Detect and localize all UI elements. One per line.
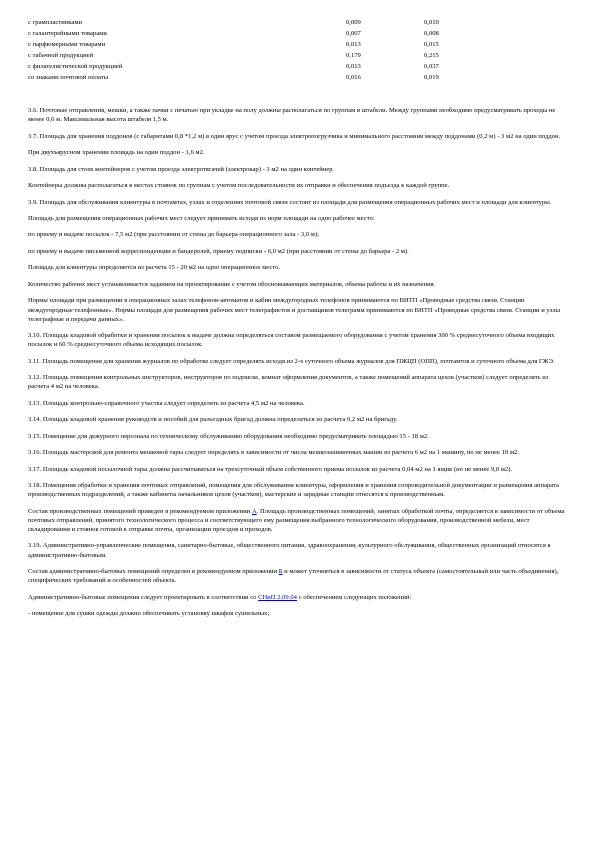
paragraph-3-19: 3.19. Административно-управленческие помещения, санитарно-бытовые, общественного питания, здравоохранения, культурного обслуживания, общественных организаций относятся к административно-бытовым. — [28, 542, 551, 559]
row-value-2: 0,015 — [424, 41, 439, 48]
paragraph-3-8: 3.8. Площадь для стоек контейнеров с учетом проезда электротягачей (электрокар) - 3 м2 на один контейнер. — [28, 165, 335, 173]
snip-link[interactable]: СНиП 2.09.04 — [258, 593, 297, 601]
paragraph-3-17: 3.17. Площадь кладовой посылочной тары должна рассчитываться на трехсуточный объем собственного приема посылок из расчета 0,04 м2 на 1 ящик (но не менее 9,0 м2). — [28, 465, 513, 473]
row-value-1: 0,179 — [346, 52, 361, 59]
appendix-a-link[interactable]: А — [251, 507, 257, 515]
paragraph-3-10: 3.10. Площадь кладовой обработки и хранения посылок к выдаче должна определяться составом размещаемого оборудования с учетом хранения 300 % среднесуточного объема входящих посылок и 60 % среднесуточного объема исходящих посылок. — [28, 332, 555, 349]
paragraph-3-16: 3.16. Площадь мастерской для ремонта мешковой тары следует определять в зависимости от числа мешкозашивочных машин из расчета 6 м2 на 1 машину, но не менее 10 м2. — [28, 449, 519, 457]
table-row — [28, 28, 568, 39]
paragraph: Контейнеры должны располагаться в местах стоянок по группам с учетом последовательности их отправки и обеспечения подъезда к каждой группе. — [28, 182, 450, 190]
paragraph-3-7: 3.7. Площадь для хранения поддонов (с габаритами 0,8 *1,2 м) в один ярус с учетом проезда электропогрузчика и минимального расстояния между поддонами (0,2 м) - 3 м2 на один поддон. — [28, 132, 561, 140]
row-value-2: 0,008 — [424, 30, 439, 37]
row-value-1: 0,013 — [346, 63, 361, 70]
row-value-2: 0,037 — [424, 63, 439, 70]
row-label: с галантерейными товарами — [28, 30, 107, 37]
paragraph-text: Состав производственных помещений приведен в рекомендуемом приложении — [28, 507, 252, 515]
paragraph-3-11: 3.11. Площадь помещения для хранения журналов по обработке следует определять исходя из 2-х суточного объема журналов для ПЖЦП (ОПП), почтамтов и суточного объема для ГЖЭ. — [28, 357, 555, 365]
paragraph-3-14: 3.14. Площадь кладовой хранения руководств и пособий для разъездных бригад должна определяться из расчета 0,2 м2 на бригаду. — [28, 416, 398, 424]
paragraph-3-6: 3.6. Почтовые отправления, мешки, а также пачки с печатью при укладке на полу должны располагаться по группам в штабели. Между группами необходимо предусматривать проходы не менее 0,6 м. Максимальная высота штабеля 1,5 м. — [28, 107, 556, 124]
row-value-1: 0,009 — [346, 19, 361, 26]
paragraph-3-9: 3.9. Площадь для обслуживания клиентуры в почтамтах, узлах и отделениях почтовой связи состоит из площади для размещения операционных рабочих мест и площади для клиентуры. — [28, 198, 552, 206]
paragraph-text: и может уточняться в зависимости от статуса объекта (самостоятельный или часть объединения), специфических требований и особенностей объекта. — [28, 567, 559, 585]
row-label: с филателистической продукцией — [28, 63, 123, 70]
paragraph-3-15: 3.15. Помещение для дежурного персонала по техническому обслуживанию оборудования необходимо предусматривать площадью 15 - 18 м2. — [28, 432, 429, 440]
row-value-2: 0,010 — [424, 19, 439, 26]
row-label: с парфюмерными товарами — [28, 41, 106, 48]
row-label: с табачной продукцией — [28, 52, 94, 59]
paragraph-text: Состав административно-бытовых помещений определен в рекомендуемом приложении — [28, 567, 279, 575]
paragraph-3-18: 3.18. Помещения обработки и хранения почтовых отправлений, помещения для обслуживания клиентуры, оформления и хранения сопроводительной документации и размещения аппарата производственных подразделений, а также кабинеты начальников цехов (участков), мастерские и зарядные станции относятся к производственным. — [28, 482, 559, 499]
paragraph: Количество рабочих мест устанавливается заданием на проектирование с учетом обосновывающих материалов, объема работы и их назначения. — [28, 280, 436, 288]
paragraph-text: Административно-бытовые помещения следует проектировать в соответствии со — [28, 593, 259, 601]
row-value-1: 0,016 — [346, 74, 361, 81]
row-label: со знаками почтовой оплаты — [28, 74, 109, 81]
paragraph-text: с обеспечением следующих положений: — [296, 593, 412, 601]
paragraph: - помещение для сушки одежды должно обеспечивать установку шкафов сушильных; — [28, 610, 270, 618]
table-row — [28, 50, 568, 61]
paragraph-text: . Площадь производственных помещений, занятых обработкой почты, определяется в зависимости от объема почтовых отправлений, принятого технологического процесса и соответствующего ему размещения выбранного технологического оборудования, производственной мебели, мест складирования и стоянок готовой к отправке почты, организации проездов и проходов. — [28, 507, 565, 533]
paragraph-3-13: 3.13. Площадь контрольно-справочного участка следует определять из расчета 4,5 м2 на человека. — [28, 399, 305, 407]
paragraph — [28, 567, 568, 585]
row-label: с грампластинками — [28, 19, 83, 26]
table-row — [28, 72, 568, 83]
row-value-1: 0,013 — [346, 41, 361, 48]
paragraph-3-12: 3.12. Площадь помещения контрольных инструкторов, инструкторов по подписке, комнат оформления документов, а также помещений аппарата цехов (участков) следует определять из расчета 4 м2 на человека. — [28, 374, 549, 391]
paragraph: по приему и выдаче письменной корреспонденции и бандеролей, приему подписки - 6,0 м2 (при расстоянии от стены до барьера - 2 м). — [28, 247, 409, 255]
row-value-1: 0,007 — [346, 30, 361, 37]
row-value-2: 0,215 — [424, 52, 439, 59]
table-row — [28, 61, 568, 72]
paragraph — [28, 507, 568, 534]
appendix-b-link[interactable]: Б — [278, 567, 283, 575]
row-value-2: 0,019 — [424, 74, 439, 81]
rates-table — [28, 17, 568, 83]
paragraph: При двухъярусном хранении площадь на один поддон - 1,6 м2. — [28, 149, 205, 157]
table-row — [28, 17, 568, 28]
paragraph: Площадь для размещения операционных рабочих мест следует принимать исходя из норм площади на одно рабочее место: — [28, 215, 375, 222]
paragraph: Площадь для клиентуры определяется из расчета 15 - 20 м2 на одно операционное место. — [28, 264, 281, 272]
paragraph: по приему и выдаче посылок - 7,5 м2 (при расстоянии от стены до барьера операционного зала - 3,0 м); — [28, 231, 319, 239]
document-body — [28, 106, 568, 626]
paragraph — [28, 593, 568, 602]
table-row — [28, 39, 568, 50]
paragraph: Нормы площади при размещении в операционных залах телефонов-автоматов и кабин междугородных телефонов принимаются по ВНТП «Проводные средства связи. Станции междугородные телефонные». Нормы площади для размещения рабочих мест телеграфистов и доставщиков телеграмм принимаются по ВНТП «Проводные средства связи. Станции и узлы телеграфные и передачи данных». — [28, 297, 560, 323]
